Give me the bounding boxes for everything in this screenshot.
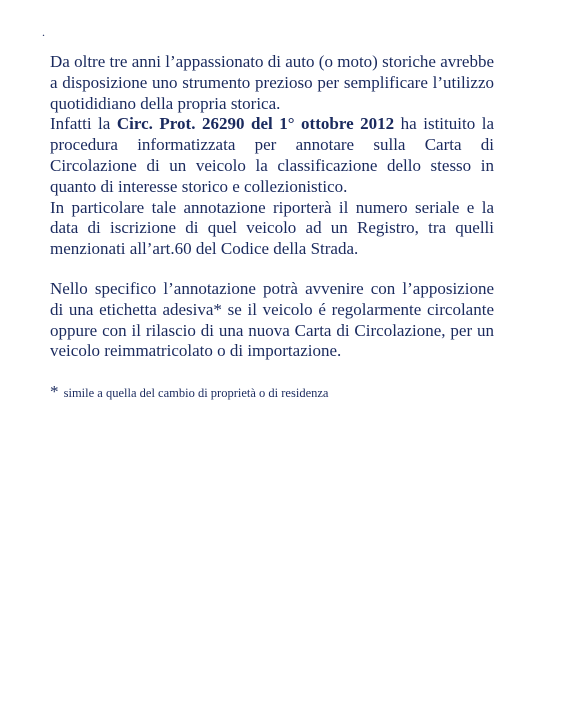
footnote-text: simile a quella del cambio di proprietà o di residenza (63, 386, 329, 401)
paragraph-specifics: Nello specifico l’annotazione potrà avvenire con l’apposizione di una etichetta adesiva* se il veicolo é regolarmente circolante oppure con il rilascio di una nuova Carta di Circolazione, per un veicolo reimmatricolato o di importazione. (50, 278, 494, 361)
paragraph-circular (50, 114, 494, 197)
footnote (50, 384, 494, 401)
stray-dot: . (42, 25, 45, 39)
document-body (50, 52, 494, 401)
circular-body-text: ha istituito la procedura informatizzata per annotare sulla Carta di Circolazione di un veicolo la classificazione dello stesso in quanto di interesse storico e collezionistico. (50, 114, 494, 196)
paragraph-intro: Da oltre tre anni l’appassionato di auto (o moto) storiche avrebbe a disposizione uno strumento prezioso per semplificare l’utilizzo quotididiano della propria storica. (50, 52, 494, 113)
footnote-asterisk: * (50, 382, 59, 402)
circular-reference: Circ. Prot. 26290 del 1° ottobre 2012 (116, 114, 395, 134)
paragraph-annotation: In particolare tale annotazione riporterà il numero seriale e la data di iscrizione di quel veicolo ad un Registro, tra quelli menzionati all’art.60 del Codice della Strada. (50, 197, 494, 259)
circular-lead-text: Infatti la (50, 114, 117, 134)
